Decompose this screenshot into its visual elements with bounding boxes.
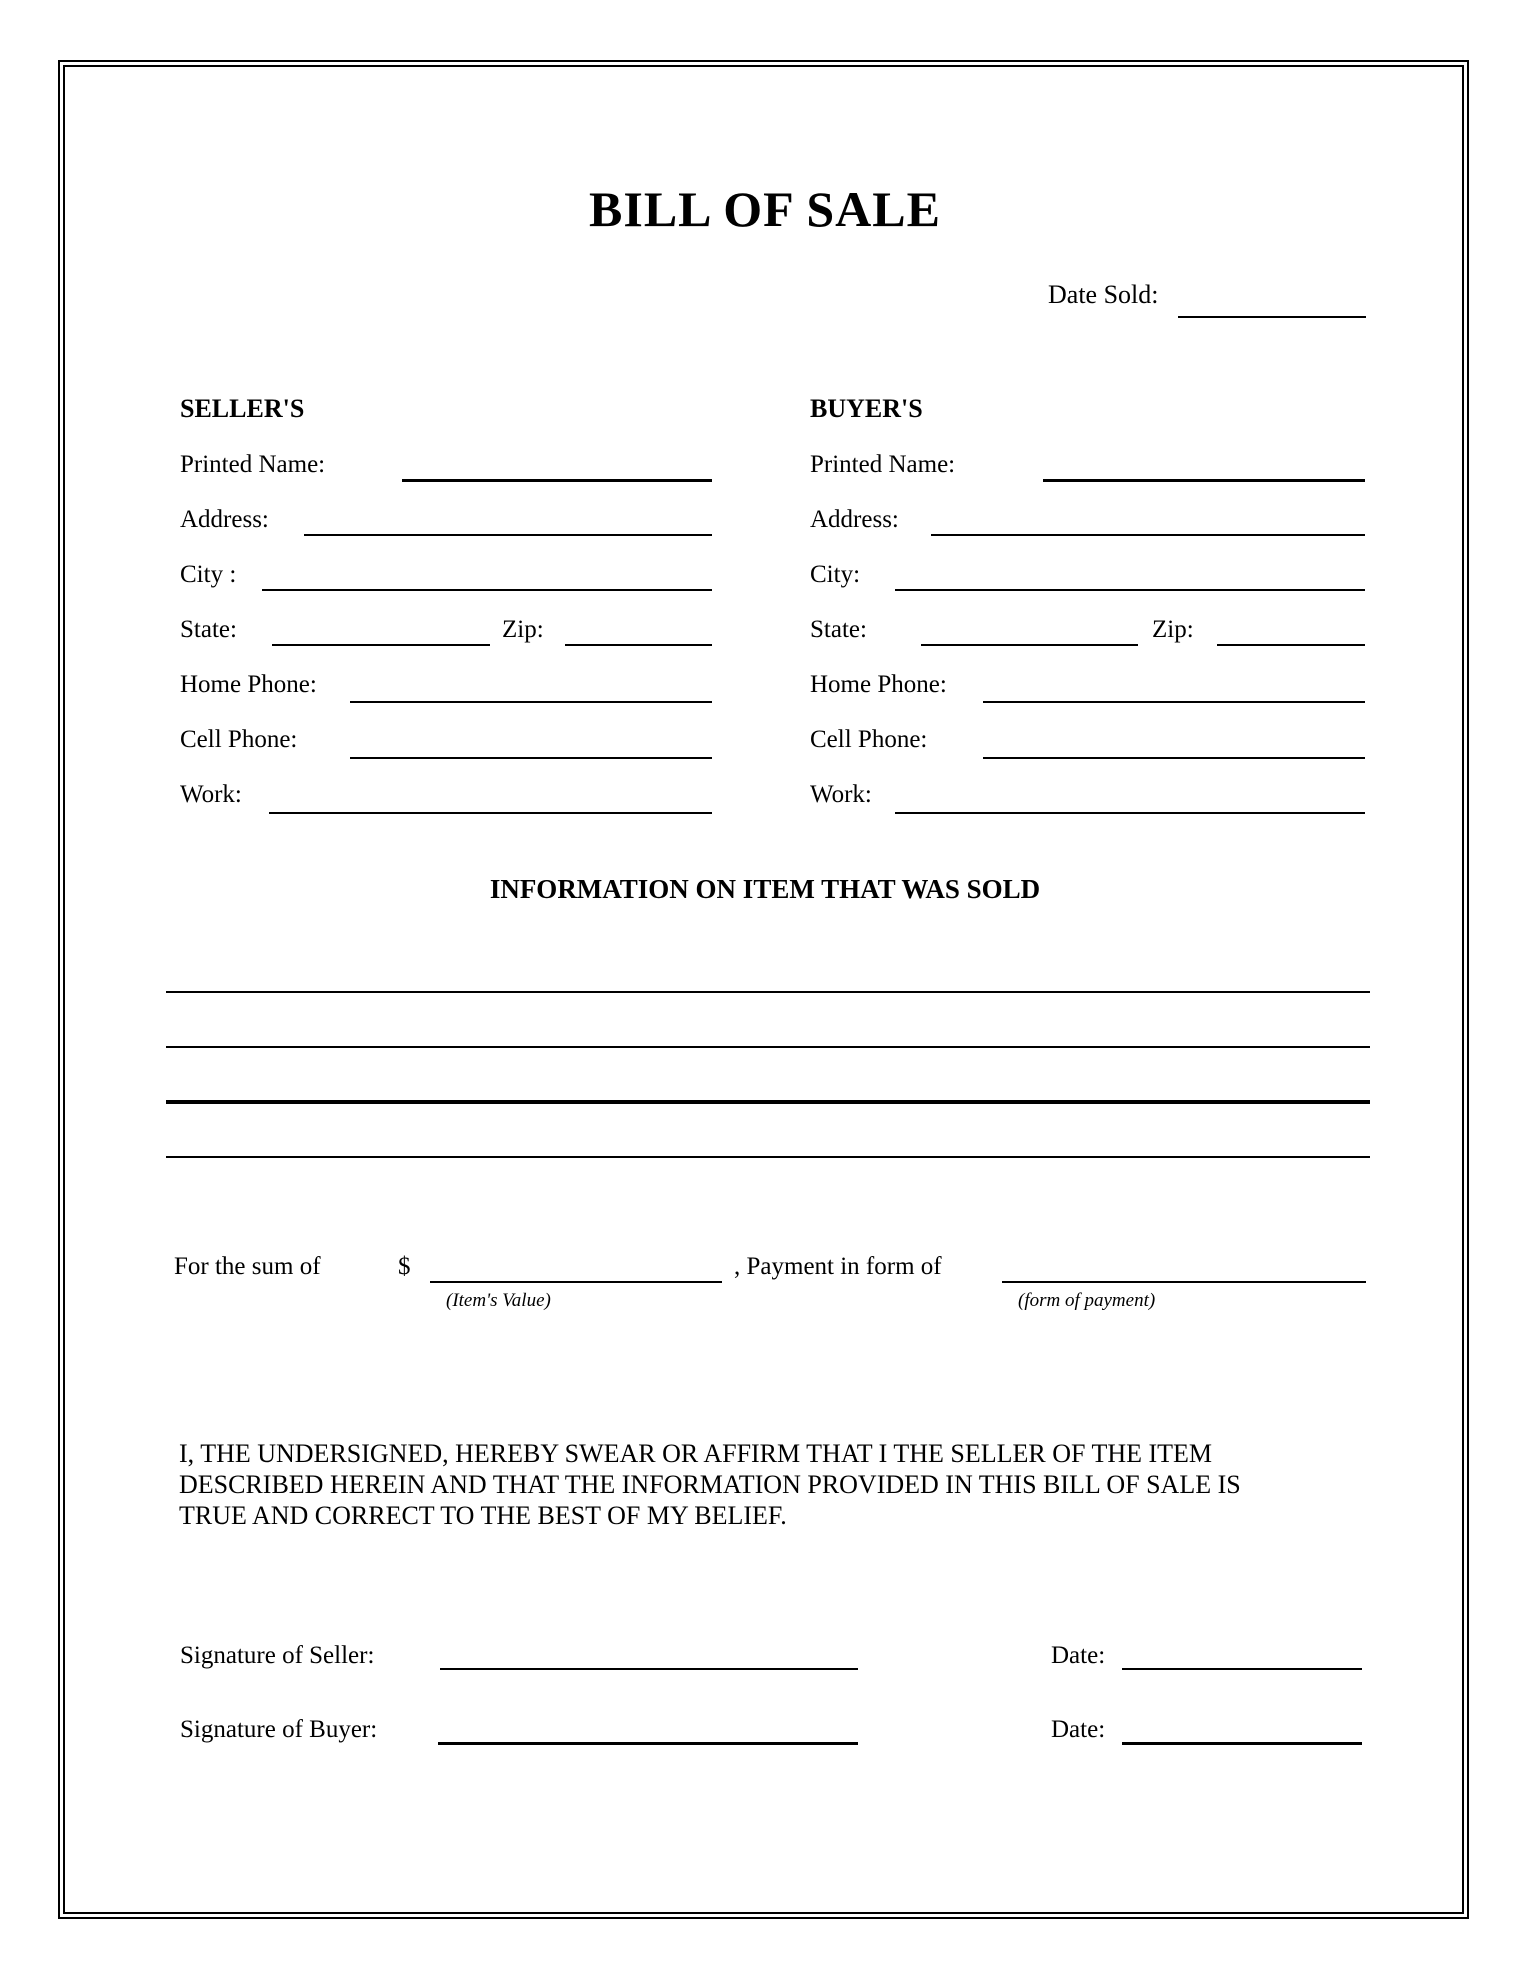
payment-in-form-of-label: , Payment in form of — [734, 1253, 942, 1280]
affirmation-paragraph — [179, 1438, 1379, 1531]
seller-address-field[interactable] — [304, 534, 712, 536]
seller-state-field[interactable] — [272, 644, 490, 646]
seller-printed-name-field[interactable] — [402, 479, 712, 482]
buyer-home-phone-field[interactable] — [983, 701, 1365, 703]
item-description-line-1[interactable] — [166, 991, 1370, 993]
buyer-city-field[interactable] — [895, 589, 1365, 591]
buyer-work-field[interactable] — [895, 812, 1365, 814]
buyer-work-label: Work: — [810, 781, 872, 808]
buyer-printed-name-label: Printed Name: — [810, 451, 956, 478]
seller-city-field[interactable] — [262, 589, 712, 591]
item-description-line-2[interactable] — [166, 1046, 1370, 1048]
affirmation-line-3: TRUE AND CORRECT TO THE BEST OF MY BELIEF. — [179, 1501, 787, 1530]
seller-state-label: State: — [180, 616, 237, 643]
affirmation-line-2: DESCRIBED HEREIN AND THAT THE INFORMATION PROVIDED IN THIS BILL OF SALE IS — [179, 1470, 1241, 1499]
signature-of-seller-label: Signature of Seller: — [180, 1642, 375, 1669]
sum-prefix-label: For the sum of — [174, 1253, 321, 1280]
page-border-inner — [63, 65, 1464, 1914]
seller-home-phone-field[interactable] — [350, 701, 712, 703]
buyer-date-label: Date: — [1051, 1716, 1106, 1743]
seller-printed-name-label: Printed Name: — [180, 451, 326, 478]
buyer-section-heading: BUYER'S — [810, 394, 923, 423]
buyer-state-field[interactable] — [921, 644, 1138, 646]
seller-cell-phone-label: Cell Phone: — [180, 726, 298, 753]
seller-zip-label: Zip: — [502, 616, 544, 643]
payment-form-caption: (form of payment) — [1018, 1290, 1156, 1311]
buyer-city-label: City: — [810, 561, 861, 588]
buyer-zip-field[interactable] — [1217, 644, 1365, 646]
seller-signature-field[interactable] — [440, 1668, 858, 1670]
payment-form-field[interactable] — [1002, 1281, 1366, 1283]
seller-section-heading: SELLER'S — [180, 394, 305, 423]
buyer-address-field[interactable] — [931, 534, 1365, 536]
seller-address-label: Address: — [180, 506, 269, 533]
buyer-signature-field[interactable] — [438, 1742, 858, 1745]
item-info-heading: INFORMATION ON ITEM THAT WAS SOLD — [489, 874, 1041, 904]
seller-city-label: City : — [180, 561, 237, 588]
dollar-sign-label: $ — [398, 1253, 411, 1280]
item-value-field[interactable] — [430, 1281, 722, 1283]
signature-of-buyer-label: Signature of Buyer: — [180, 1716, 378, 1743]
seller-zip-field[interactable] — [565, 644, 712, 646]
date-sold-field[interactable] — [1178, 316, 1366, 318]
seller-home-phone-label: Home Phone: — [180, 671, 317, 698]
affirmation-line-1: I, THE UNDERSIGNED, HEREBY SWEAR OR AFFIRM THAT I THE SELLER OF THE ITEM — [179, 1439, 1213, 1468]
seller-date-label: Date: — [1051, 1642, 1106, 1669]
item-value-caption: (Item's Value) — [446, 1290, 551, 1311]
seller-work-field[interactable] — [269, 812, 712, 814]
buyer-signature-date-field[interactable] — [1122, 1742, 1362, 1745]
buyer-state-label: State: — [810, 616, 867, 643]
seller-cell-phone-field[interactable] — [350, 757, 712, 759]
page-border-outer — [58, 60, 1469, 1919]
buyer-cell-phone-field[interactable] — [983, 757, 1365, 759]
item-description-line-3[interactable] — [166, 1100, 1370, 1104]
buyer-zip-label: Zip: — [1152, 616, 1194, 643]
document-title: BILL OF SALE — [589, 181, 941, 237]
seller-work-label: Work: — [180, 781, 242, 808]
date-sold-label: Date Sold: — [1048, 280, 1159, 309]
seller-signature-date-field[interactable] — [1122, 1668, 1362, 1670]
buyer-cell-phone-label: Cell Phone: — [810, 726, 928, 753]
buyer-home-phone-label: Home Phone: — [810, 671, 947, 698]
buyer-address-label: Address: — [810, 506, 899, 533]
buyer-printed-name-field[interactable] — [1043, 479, 1365, 482]
item-description-line-4[interactable] — [166, 1156, 1370, 1158]
